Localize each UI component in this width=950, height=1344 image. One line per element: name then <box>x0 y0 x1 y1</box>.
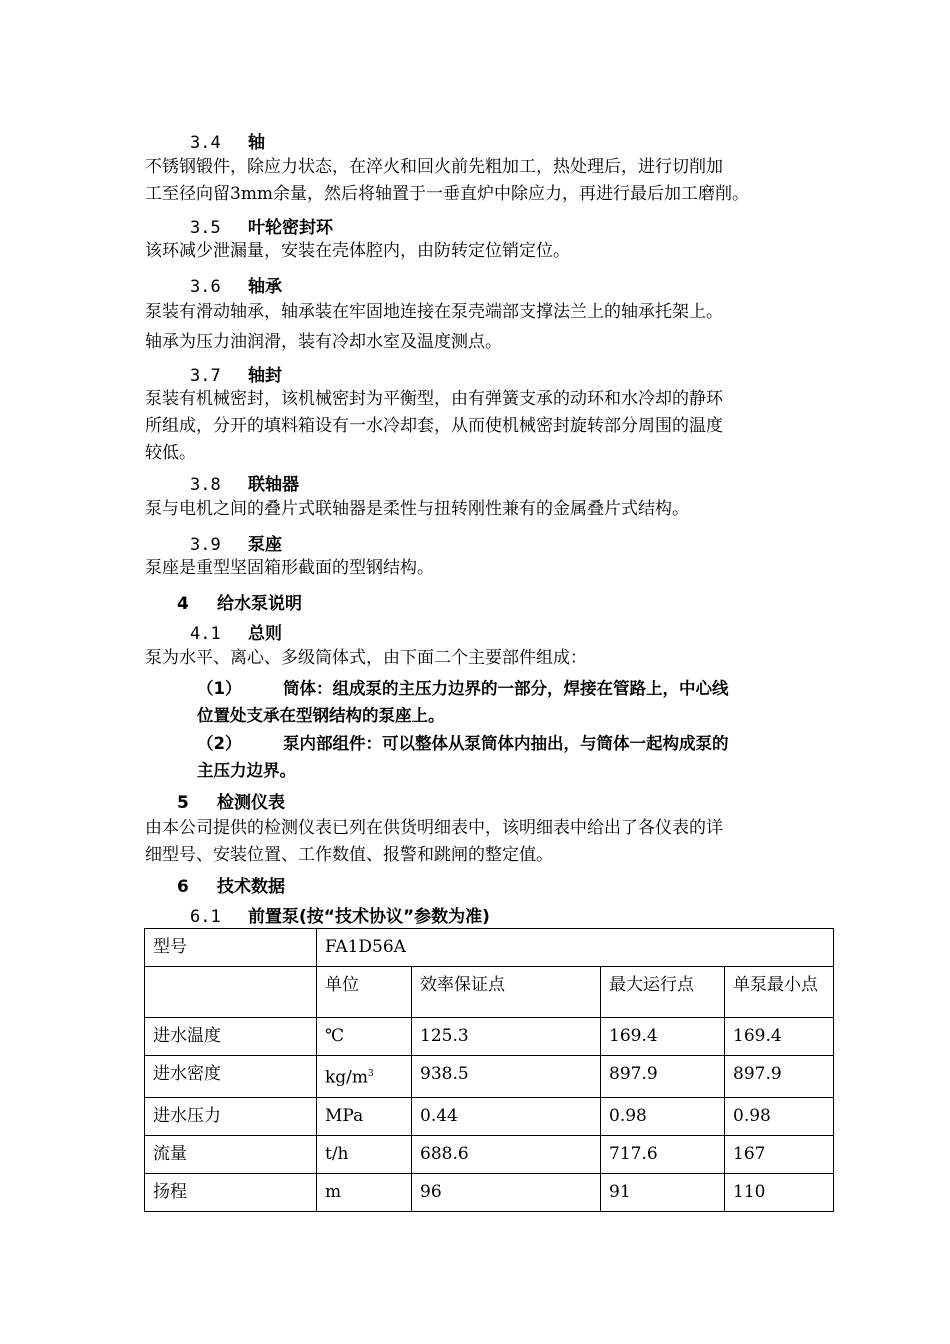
table-cell <box>145 967 317 1018</box>
table-cell: 169.4 <box>725 1018 834 1056</box>
table-row <box>145 1135 834 1173</box>
table-cell: 0.44 <box>412 1097 601 1135</box>
paragraph-4-1: 泵为水平、离心、多级筒体式，由下面二个主要部件组成： <box>145 648 587 668</box>
table-cell: 897.9 <box>725 1056 834 1098</box>
table-cell: 96 <box>412 1173 601 1211</box>
paragraph-5: 由本公司提供的检测仪表已列在供货明细表中，该明细表中给出了各仪表的详 细型号、安装位置、工作数值、报警和跳闸的整定值。 <box>145 818 723 865</box>
unit-superscript: 3 <box>368 1069 374 1079</box>
table-cell: 91 <box>601 1173 725 1211</box>
table-cell: 进水温度 <box>145 1018 317 1056</box>
table-cell: 0.98 <box>725 1097 834 1135</box>
table-cell: MPa <box>317 1097 412 1135</box>
heading-3-8: 3.8 联轴器 <box>190 475 299 495</box>
table-row <box>145 1173 834 1211</box>
table-cell: 单位 <box>317 967 412 1018</box>
table-cell: 扬程 <box>145 1173 317 1211</box>
table-cell: 110 <box>725 1173 834 1211</box>
table-cell: 125.3 <box>412 1018 601 1056</box>
table-cell: 进水压力 <box>145 1097 317 1135</box>
table-cell: 最大运行点 <box>601 967 725 1018</box>
table-cell: 型号 <box>145 929 317 967</box>
table-cell: ℃ <box>317 1018 412 1056</box>
pump-data-table <box>144 928 834 1212</box>
table-row <box>145 1056 834 1098</box>
heading-4-1: 4.1 总则 <box>190 624 282 644</box>
paragraph-3-8: 泵与电机之间的叠片式联轴器是柔性与扭转刚性兼有的金属叠片式结构。 <box>145 499 689 519</box>
table-row <box>145 929 834 967</box>
paragraph-3-9: 泵座是重型坚固箱形截面的型钢结构。 <box>145 558 434 578</box>
heading-6: 6 技术数据 <box>177 877 285 897</box>
table-row <box>145 1097 834 1135</box>
table-cell: FA1D56A <box>317 929 834 967</box>
heading-3-4: 3.4 轴 <box>190 133 265 153</box>
paragraph-3-5: 该环减少泄漏量，安装在壳体腔内，由防转定位销定位。 <box>145 241 570 261</box>
table-cell: t/h <box>317 1135 412 1173</box>
unit-text: kg/m <box>325 1067 369 1088</box>
paragraph-3-7: 泵装有机械密封，该机械密封为平衡型，由有弹簧支承的动环和水冷却的静环 所组成，分开的填料箱设有一水冷却套，从而使机械密封旋转部分周围的温度 较低。 <box>145 389 723 463</box>
table-cell: m <box>317 1173 412 1211</box>
table-cell: 0.98 <box>601 1097 725 1135</box>
table-cell: 717.6 <box>601 1135 725 1173</box>
list-item-2: （2） 泵内部组件：可以整体从泵筒体内抽出，与筒体一起构成泵的 主压力边界。 <box>197 734 729 780</box>
table-cell: 897.9 <box>601 1056 725 1098</box>
paragraph-3-4: 不锈钢锻件，除应力状态，在淬火和回火前先粗加工，热处理后，进行切削加 工至径向留3mm余量，然后将轴置于一垂直炉中除应力，再进行最后加工磨削。 <box>145 157 750 204</box>
paragraph-3-6: 泵装有滑动轴承，轴承装在牢固地连接在泵壳端部支撑法兰上的轴承托架上。 轴承为压力油润滑，装有冷却水室及温度测点。 <box>145 302 723 352</box>
heading-5: 5 检测仪表 <box>177 793 285 813</box>
heading-3-7: 3.7 轴封 <box>190 366 282 386</box>
table-cell: 167 <box>725 1135 834 1173</box>
table-header-row <box>145 967 834 1018</box>
table-cell: 效率保证点 <box>412 967 601 1018</box>
heading-3-6: 3.6 轴承 <box>190 277 282 297</box>
table-cell <box>317 1056 412 1098</box>
table-cell: 单泵最小点 <box>725 967 834 1018</box>
table-cell: 938.5 <box>412 1056 601 1098</box>
heading-4: 4 给水泵说明 <box>177 594 302 614</box>
table-cell: 流量 <box>145 1135 317 1173</box>
heading-3-9: 3.9 泵座 <box>190 535 282 555</box>
table-cell: 169.4 <box>601 1018 725 1056</box>
list-item-1: （1） 筒体：组成泵的主压力边界的一部分，焊接在管路上，中心线 位置处支承在型钢结构的泵座上。 <box>197 679 729 725</box>
table-row <box>145 1018 834 1056</box>
table-cell: 688.6 <box>412 1135 601 1173</box>
heading-6-1: 6.1 前置泵(按“技术协议”参数为准) <box>190 907 490 927</box>
heading-3-5: 3.5 叶轮密封环 <box>190 218 333 238</box>
table-cell: 进水密度 <box>145 1056 317 1098</box>
